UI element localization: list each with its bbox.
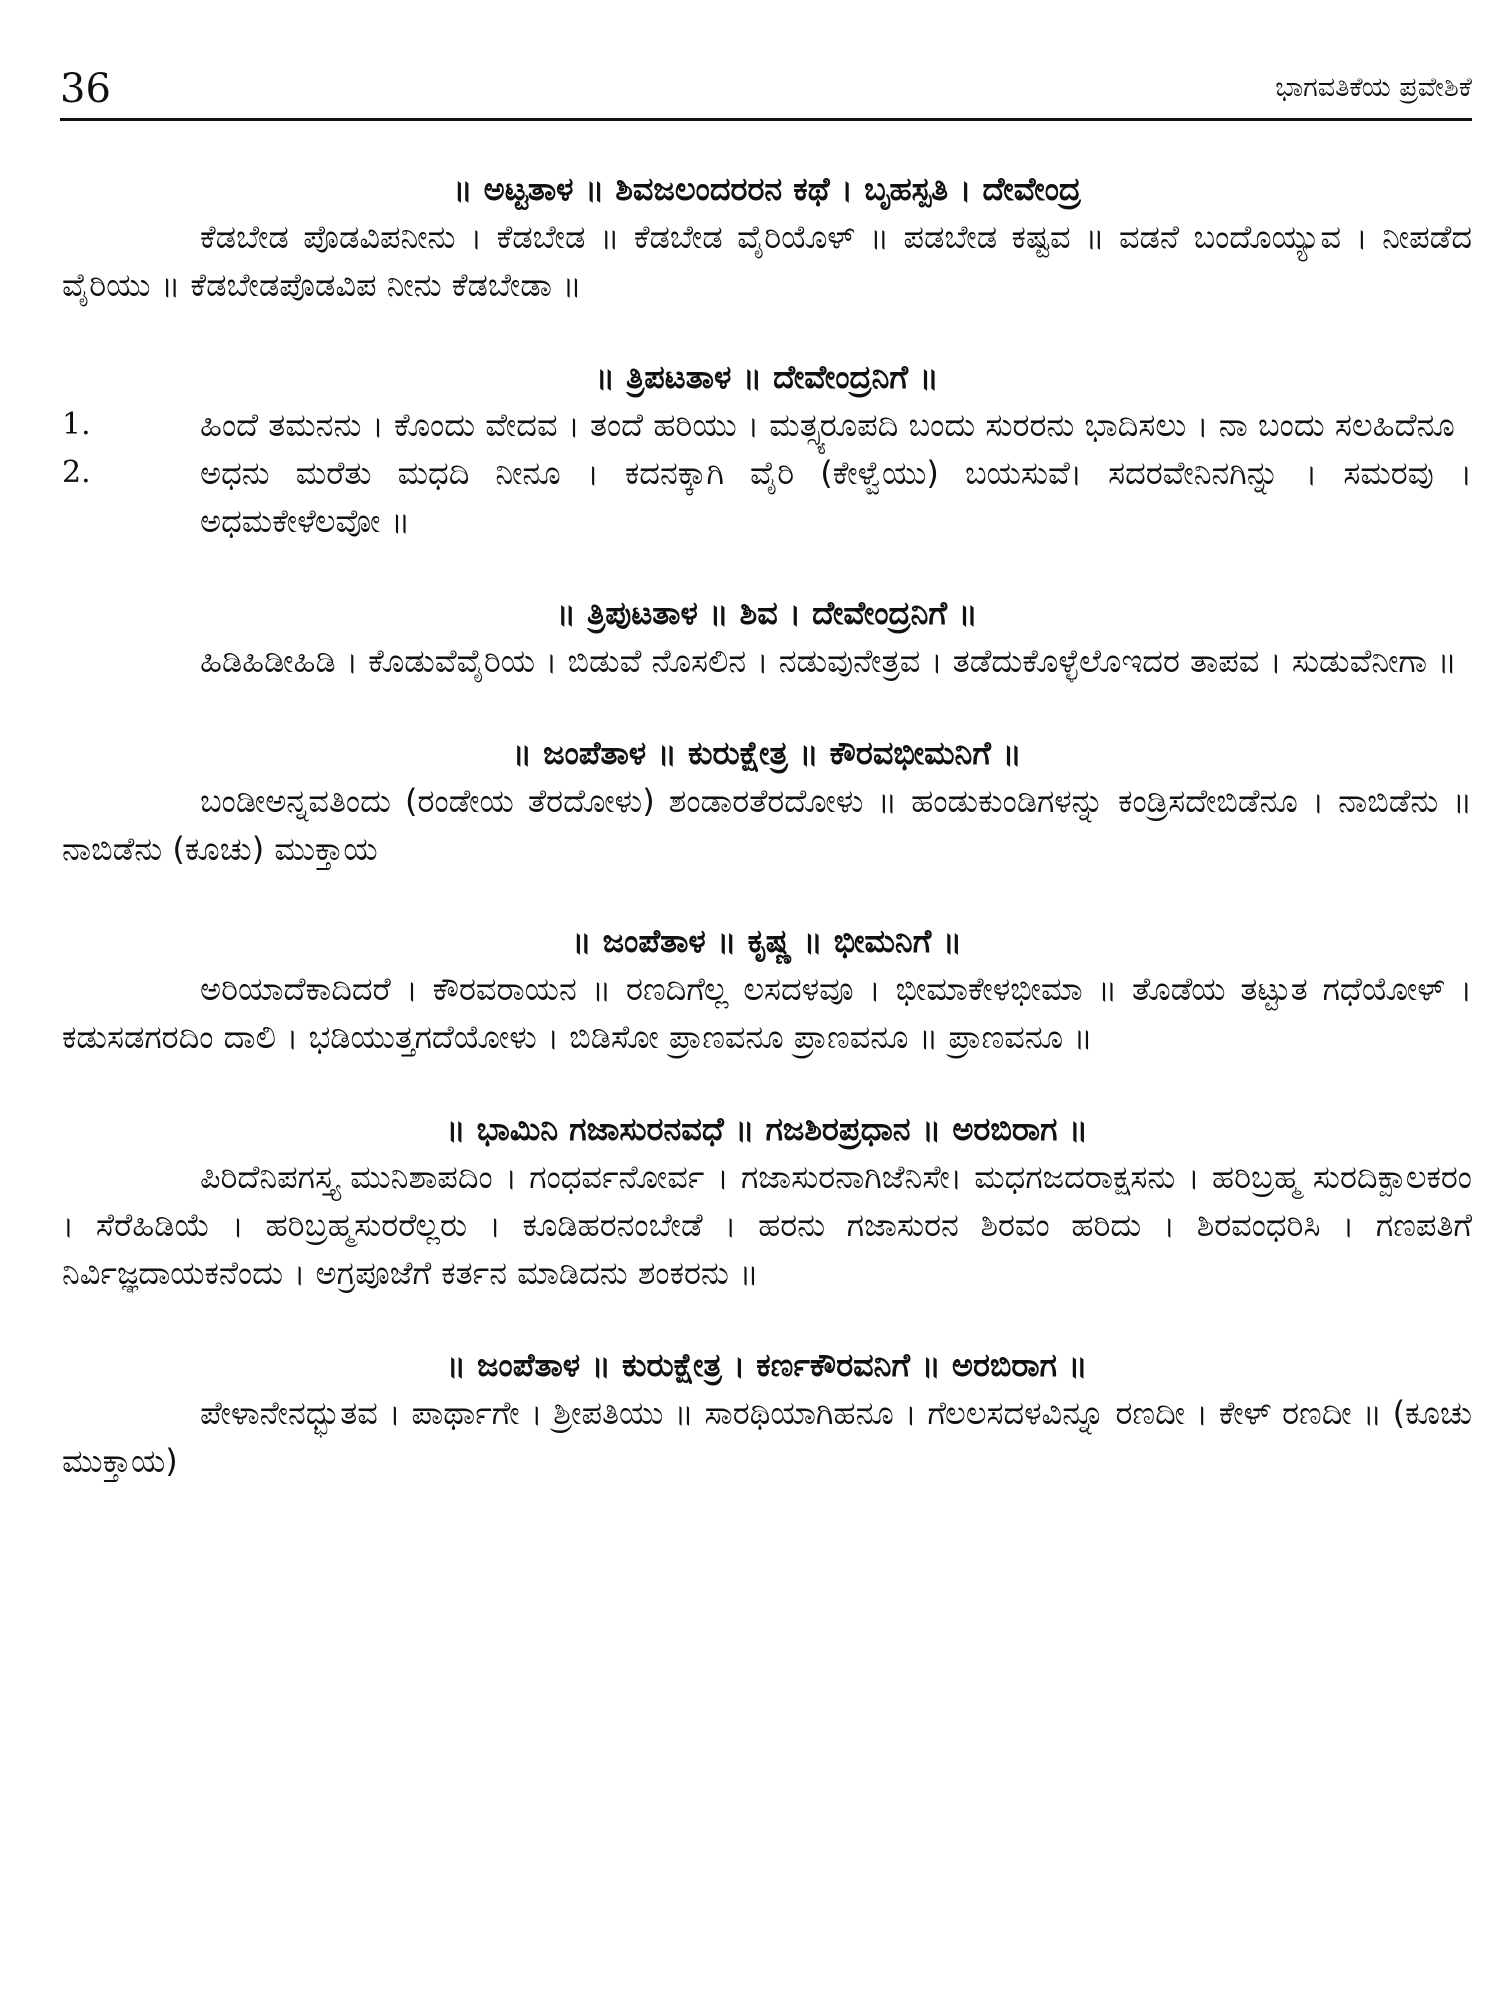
section-tripata-tala [62,353,1472,545]
section-heading: ॥ ಭಾಮಿನಿ ಗಜಾಸುರನವಧೆ ॥ ಗಜಶಿರಪ್ರಧಾನ ॥ ಅರಬಿರಾಗ ॥ [445,1110,1089,1148]
page-number: 36 [60,66,111,112]
verse-number: 1. [62,407,91,442]
verse-text: ಹಿಂದೆ ತಮನನು । ಕೊಂದು ವೇದವ । ತಂದೆ ಹರಿಯು । ಮತ್ಸ್ಯರೂಪದಿ ಬಂದು ಸುರರನು ಭಾದಿಸಲು । ನಾ ಬಂದು ಸಲಹಿದೆನೂ [200,406,1455,444]
header-rule [60,118,1472,121]
section-jampe-tala-krishna [62,917,1472,1061]
section-jampe-tala-kaurava [62,729,1472,873]
section-text: ಪೇಳಾನೇನಧ್ಭುತವ । ಪಾರ್ಥಾಗೇ । ಶ್ರೀಪತಿಯು ॥ ಸಾರಥಿಯಾಗಿಹನೂ । ಗೆಲಲಸದಳವಿನ್ನೂ ರಣದೀ । ಕೇಳ್ ರಣದೀ ॥ (ಕೂಚು ಮುಕ್ತಾಯ) [62,1394,1472,1480]
section-jampe-tala-karna [62,1341,1472,1485]
running-title: ಭಾಗವತಿಕೆಯ ಪ್ರವೇಶಿಕೆ [1275,72,1472,103]
section-triputa-tala [62,589,1472,685]
section-heading: ॥ ಜಂಪೆತಾಳ ॥ ಕುರುಕ್ಷೇತ್ರ । ಕರ್ಣಕೌರವನಿಗೆ ॥ ಅರಬಿರಾಗ ॥ [446,1346,1088,1384]
page-body [62,165,1472,1529]
section-heading: ॥ ಜಂಪೆತಾಳ ॥ ಕೃಷ್ಣ ॥ ಭೀಮನಿಗೆ ॥ [572,922,962,960]
numbered-verse [62,449,1472,545]
verse-number: 2. [62,455,91,490]
section-text: ಹಿಡಿಹಿಡೀಹಿಡಿ । ಕೊಡುವೆವೈರಿಯ । ಬಿಡುವೆ ನೊಸಲಿನ । ನಡುವುನೇತ್ರವ । ತಡೆದುಕೊಳ್ಳೆಲೊಇದರ ತಾಪವ । ಸುಡುವೆನೀಗಾ ॥ [200,642,1457,680]
page-header [60,58,1472,118]
section-text: ಪಿರಿದೆನಿಪಗಸ್ತ್ಯ ಮುನಿಶಾಪದಿಂ । ಗಂಧರ್ವನೋರ್ವ । ಗಜಾಸುರನಾಗಿಜೆನಿಸೇ। ಮಧಗಜದರಾಕ್ಷಸನು । ಹರಿಬ್ರಹ್ಮ ಸುರದಿಕ್ಪಾಲಕರಂ । ಸೆರೆಹಿಡಿಯೆ । ಹರಿಬ್ರಹ್ಮಸುರರೆಲ್ಲರು । ಕೂಡಿಹರನಂಬೇಡೆ । ಹರನು ಗಜಾಸುರನ ಶಿರವಂ ಹರಿದು । ಶಿರವಂಧರಿಸಿ । ಗಣಪತಿಗೆ ನಿರ್ವಿಜ್ಞದಾಯಕನೆಂದು । ಅಗ್ರಪೂಜೆಗೆ ಕರ್ತನ ಮಾಡಿದನು ಶಂಕರನು ॥ [62,1158,1472,1292]
numbered-verse [62,401,1472,449]
section-heading: ॥ ಜಂಪೆತಾಳ ॥ ಕುರುಕ್ಷೇತ್ರ ॥ ಕೌರವಭೀಮನಿಗೆ ॥ [512,734,1022,772]
section-heading: ॥ ಅಟ್ಟತಾಳ ॥ ಶಿವಜಲಂದರರನ ಕಥೆ । ಬೃಹಸ್ಪತಿ । ದೇವೇಂದ್ರ [452,170,1082,208]
section-text: ಅರಿಯಾದೆಕಾದಿದರೆ । ಕೌರವರಾಯನ ॥ ರಣದಿಗೆಲ್ಲ ಲಸದಳವೂ । ಭೀಮಾಕೇಳಭೀಮಾ ॥ ತೊಡೆಯ ತಟ್ಟುತ ಗಧೆಯೋಳ್ । ಕಡುಸಡಗರದಿಂ ದಾಲಿ । ಭಡಿಯುತ್ತಗದೆಯೋಳು । ಬಿಡಿಸೋ ಪ್ರಾಣವನೂ ಪ್ರಾಣವನೂ ॥ ಪ್ರಾಣವನೂ ॥ [62,970,1472,1056]
section-bhamini [62,1105,1472,1297]
section-heading: ॥ ತ್ರಿಪುಟತಾಳ ॥ ಶಿವ । ದೇವೇಂದ್ರನಿಗೆ ॥ [556,594,978,632]
section-text: ಬಂಡೀಅನ್ನವತಿಂದು (ರಂಡೇಯ ತೆರದೋಳು) ಶಂಡಾರತೆರದೋಳು ॥ ಹಂಡುಕುಂಡಿಗಳನ್ನು ಕಂಡ್ರಿಸದೇಬಿಡೆನೂ । ನಾಬಿಡೆನು ॥ ನಾಬಿಡೆನು (ಕೂಚು) ಮುಕ್ತಾಯ [62,782,1472,868]
verse-text: ಅಧನು ಮರೆತು ಮಧದಿ ನೀನೂ । ಕದನಕ್ಕಾಗಿ ವೈರಿ (ಕೇಳ್ವೆಯು) ಬಯಸುವೆ। ಸದರವೇನಿನಗಿನ್ನು । ಸಮರವು । ಅಧಮಕೇಳೆಲವೋ ॥ [200,454,1472,540]
section-atta-tala [62,165,1472,309]
section-text: ಕೆಡಬೇಡ ಪೊಡವಿಪನೀನು । ಕೆಡಬೇಡ ॥ ಕೆಡಬೇಡ ವೈರಿಯೊಳ್ ॥ ಪಡಬೇಡ ಕಷ್ಟವ ॥ ವಡನೆ ಬಂದೊಯ್ಯುವ । ನೀಪಡೆದ ವೈರಿಯು ॥ ಕೆಡಬೇಡಪೊಡವಿಪ ನೀನು ಕೆಡಬೇಡಾ ॥ [62,218,1472,304]
section-heading: ॥ ತ್ರಿಪಟತಾಳ ॥ ದೇವೇಂದ್ರನಿಗೆ ॥ [595,358,939,396]
